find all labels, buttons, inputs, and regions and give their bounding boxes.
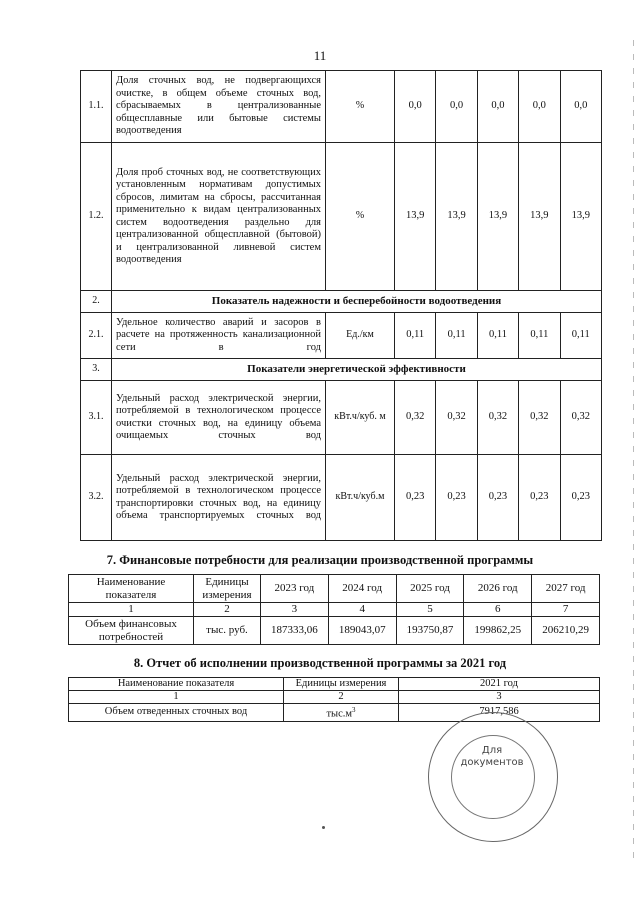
stamp-line-2: документов (460, 757, 524, 768)
value-cell: 0,23 (560, 455, 601, 541)
row-number-cell: 3.2. (81, 455, 112, 541)
value-cell: 0,23 (436, 455, 477, 541)
table-header-row (69, 575, 600, 603)
table-row (81, 71, 602, 143)
value-cell: 0,11 (519, 313, 560, 359)
header-cell: 2021 год (399, 678, 600, 691)
value-cell: 0,32 (519, 381, 560, 455)
table-row (81, 313, 602, 359)
indicator-description-cell: Доля проб сточных вод, не соответствующих установленным нормативам допустимых сбросов, лимитам на сбросы, рассчитанная применительно к видам централизованных систем водоотведения раздельно для централизованной общесплавной (бытовой) и централизованной ливневой систем водоотведения (112, 143, 326, 291)
table-numbering-row (69, 603, 600, 617)
row-unit-cell: тыс. руб. (194, 617, 261, 645)
unit-text: тыс.м (326, 708, 353, 720)
header-cell: Наименование показателя (69, 678, 284, 691)
value-cell: 206210,29 (532, 617, 600, 645)
value-cell: 0,23 (395, 455, 436, 541)
indicator-description-cell: Удельный расход электрической энергии, потребляемой в технологическом процессе очистки сточных вод, на единицу объема очищаемых сточных вод (112, 381, 326, 455)
section-row (81, 359, 602, 381)
scan-dot (322, 826, 325, 829)
value-cell: 199862,25 (464, 617, 532, 645)
indicators-table-body (81, 71, 602, 541)
value-cell: 13,9 (519, 143, 560, 291)
row-number-cell: 3.1. (81, 381, 112, 455)
numbering-cell: 7 (532, 603, 600, 617)
value-cell: 0,32 (395, 381, 436, 455)
table-row (81, 455, 602, 541)
header-cell: 2024 год (328, 575, 396, 603)
value-cell: 187333,06 (261, 617, 329, 645)
section-row (81, 291, 602, 313)
table-row (81, 143, 602, 291)
value-cell: 0,0 (436, 71, 477, 143)
numbering-cell: 2 (284, 691, 399, 704)
scan-edge-line (633, 40, 634, 860)
page-number: 11 (313, 48, 327, 63)
section-7-heading: 7. Финансовые потребности для реализации производственной программы (106, 553, 534, 567)
value-cell: 0,32 (477, 381, 518, 455)
row-number-cell: 1.1. (81, 71, 112, 143)
value-cell: 7917,586 (399, 704, 600, 722)
value-cell: 0,32 (436, 381, 477, 455)
section-title-cell: Показатели энергетической эффективности (112, 359, 602, 381)
value-cell: 189043,07 (328, 617, 396, 645)
unit-cell: кВт.ч/куб.м (326, 455, 395, 541)
numbering-cell: 6 (464, 603, 532, 617)
section-title-cell: Показатель надежности и бесперебойности водоотведения (112, 291, 602, 313)
indicators-table (80, 70, 602, 541)
header-cell: Единицы измерения (194, 575, 261, 603)
financial-needs-table (68, 574, 600, 645)
value-cell: 0,11 (436, 313, 477, 359)
numbering-cell: 3 (399, 691, 600, 704)
value-cell: 13,9 (477, 143, 518, 291)
indicator-description-cell: Доля сточных вод, не подвергающихся очистке, в общем объеме сточных вод, сбрасываемых в централизованные общесплавные или бытовые системы водоотведения (112, 71, 326, 143)
official-stamp (428, 712, 558, 842)
unit-cell: кВт.ч/куб. м (326, 381, 395, 455)
indicator-description-cell: Удельное количество аварий и засоров в расчете на протяженность канализационной сети в год (112, 313, 326, 359)
unit-cell: % (326, 71, 395, 143)
value-cell: 0,0 (395, 71, 436, 143)
row-name-cell: Объем финансовых потребностей (69, 617, 194, 645)
row-name-cell: Объем отведенных сточных вод (69, 704, 284, 722)
unit-cell: Ед./км (326, 313, 395, 359)
value-cell: 0,0 (560, 71, 601, 143)
header-cell: 2023 год (261, 575, 329, 603)
header-cell: 2027 год (532, 575, 600, 603)
value-cell: 0,0 (477, 71, 518, 143)
value-cell: 0,0 (519, 71, 560, 143)
row-number-cell: 2. (81, 291, 112, 313)
table-numbering-row (69, 691, 600, 704)
table-row (69, 617, 600, 645)
value-cell: 0,32 (560, 381, 601, 455)
unit-superscript: 3 (352, 706, 356, 714)
numbering-cell: 1 (69, 691, 284, 704)
value-cell: 13,9 (395, 143, 436, 291)
row-unit-cell (284, 704, 399, 722)
value-cell: 13,9 (436, 143, 477, 291)
value-cell: 0,11 (395, 313, 436, 359)
value-cell: 193750,87 (396, 617, 464, 645)
header-cell: 2026 год (464, 575, 532, 603)
numbering-cell: 1 (69, 603, 194, 617)
row-number-cell: 1.2. (81, 143, 112, 291)
section-8-heading: 8. Отчет об исполнении производственной программы за 2021 год (133, 656, 507, 670)
numbering-cell: 5 (396, 603, 464, 617)
header-cell: Единицы измерения (284, 678, 399, 691)
row-number-cell: 2.1. (81, 313, 112, 359)
value-cell: 13,9 (560, 143, 601, 291)
table-row (81, 381, 602, 455)
header-cell: 2025 год (396, 575, 464, 603)
indicator-description-cell: Удельный расход электрической энергии, потребляемой в технологическом процессе транспортировки сточных вод, на единицу объема транспортируемых сточных вод (112, 455, 326, 541)
stamp-line-1: Для (481, 745, 503, 756)
value-cell: 0,23 (477, 455, 518, 541)
stamp-text (429, 745, 555, 769)
unit-cell: % (326, 143, 395, 291)
numbering-cell: 3 (261, 603, 329, 617)
program-report-table (68, 677, 600, 722)
numbering-cell: 4 (328, 603, 396, 617)
value-cell: 0,11 (560, 313, 601, 359)
header-cell: Наименование показателя (69, 575, 194, 603)
numbering-cell: 2 (194, 603, 261, 617)
value-cell: 0,11 (477, 313, 518, 359)
table-header-row (69, 678, 600, 691)
value-cell: 0,23 (519, 455, 560, 541)
row-number-cell: 3. (81, 359, 112, 381)
